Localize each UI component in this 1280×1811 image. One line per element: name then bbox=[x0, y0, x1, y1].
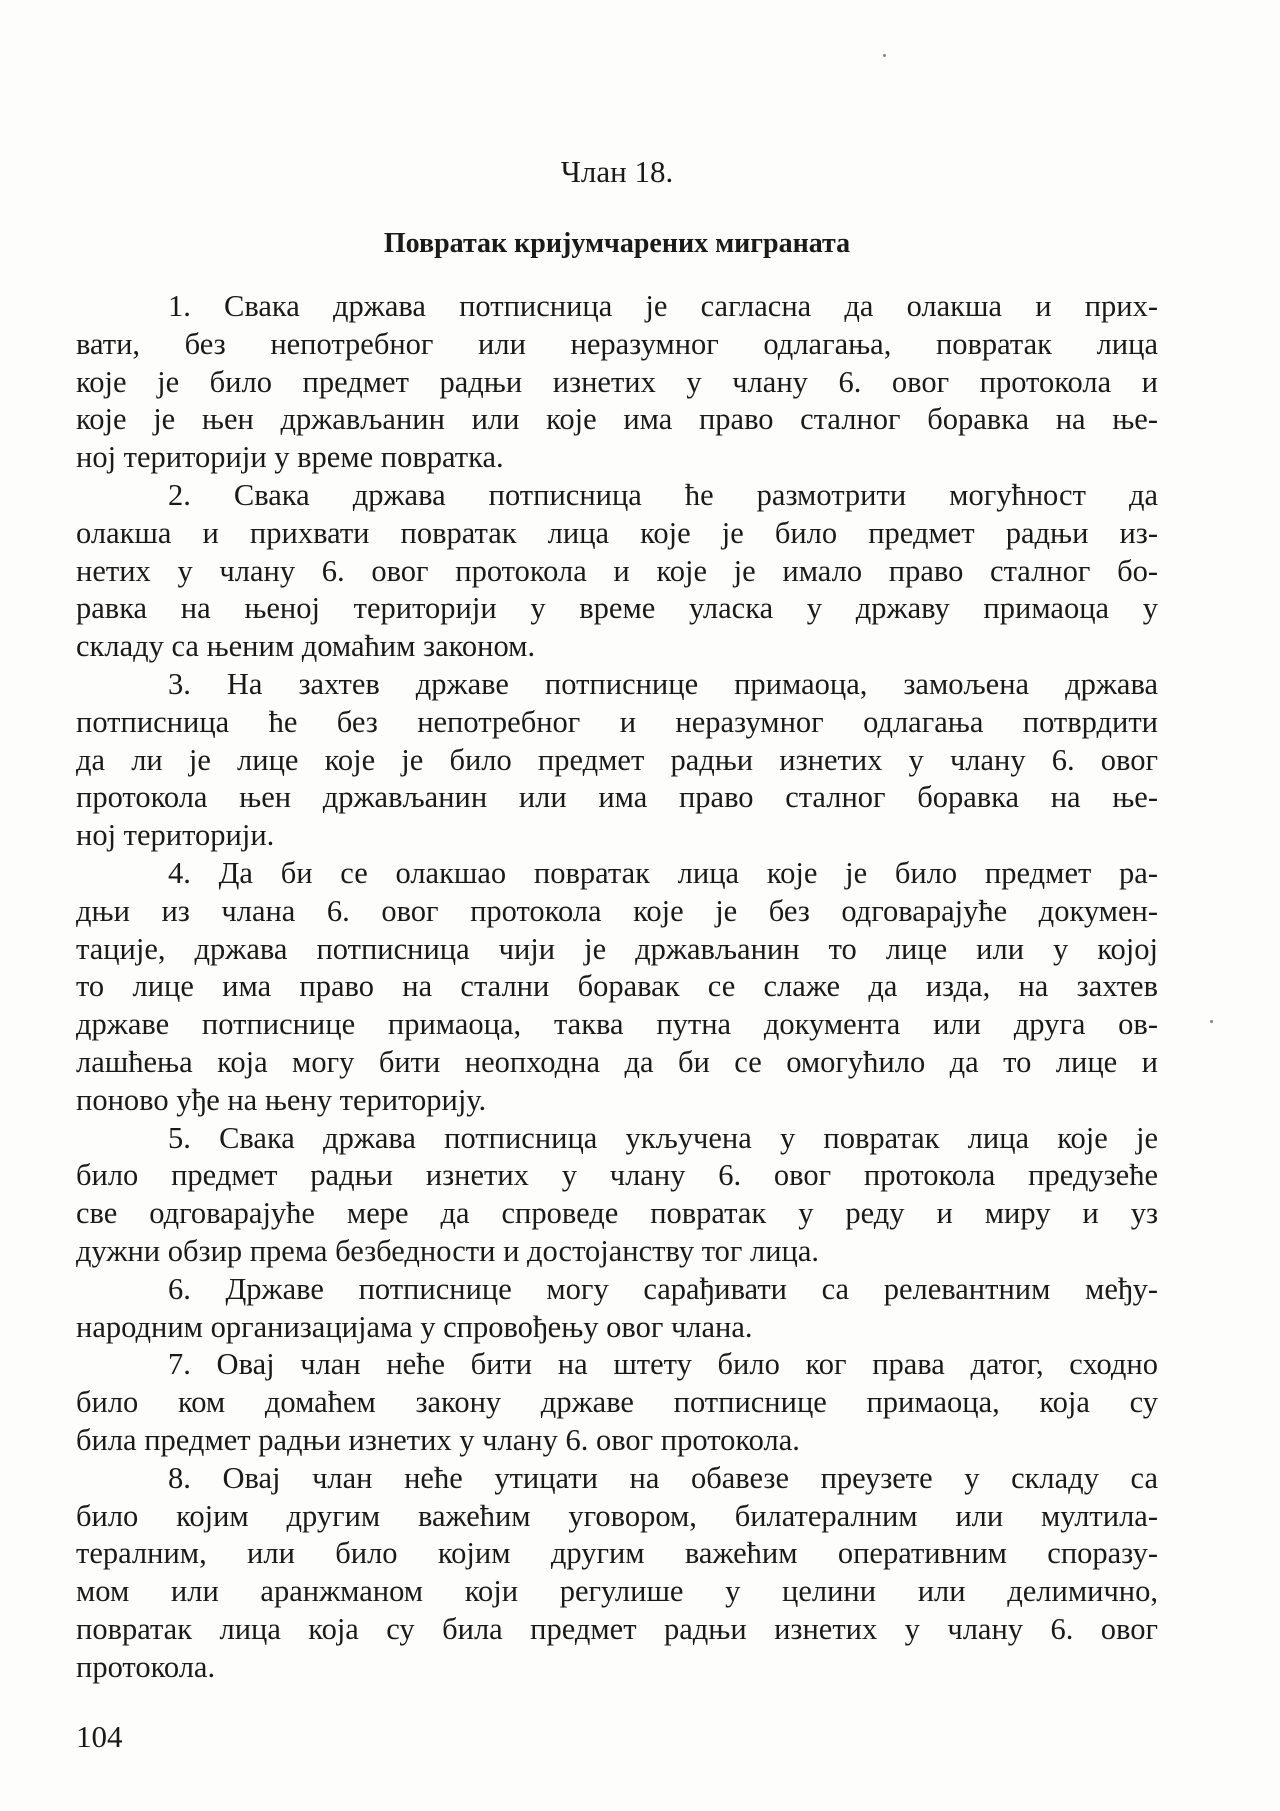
text-line: била предмет радњи изнетих у члану 6. овог протокола. bbox=[76, 1422, 800, 1457]
text-line: 3. На захтев државе потписнице примаоца, замољена држава bbox=[168, 666, 1158, 701]
text-line: протокола. bbox=[76, 1649, 216, 1684]
text-line: народним организацијама у спровођењу овог члана. bbox=[76, 1309, 753, 1344]
paragraph-3 bbox=[76, 666, 1158, 855]
text-line: олакша и прихвати повратак лица које је било предмет радњи из- bbox=[76, 515, 1158, 550]
text-line: дужни обзир према безбедности и достојанству тог лица. bbox=[76, 1233, 820, 1268]
text-line: све одговарајуће мере да спроведе повратак у реду и миру и уз bbox=[76, 1196, 1158, 1231]
text-line: равка на њеној територији у време уласка у државу примаоца у bbox=[76, 591, 1158, 626]
text-line: нетих у члану 6. овог протокола и које је имало право сталног бо- bbox=[76, 553, 1158, 588]
article-body bbox=[76, 288, 1158, 1686]
text-line: потписница ће без непотребног и неразумног одлагања потврдити bbox=[76, 704, 1158, 739]
text-line: 6. Државе потписнице могу сарађивати са релевантним међу- bbox=[168, 1271, 1158, 1306]
text-line: 1. Свака држава потписница је сагласна да олакша и прих- bbox=[168, 289, 1158, 323]
page-number: 104 bbox=[76, 1719, 123, 1754]
article-title: Повратак кријумчарених миграната bbox=[383, 228, 851, 259]
text-line: 8. Овај члан неће утицати на обавезе преузете у складу са bbox=[168, 1460, 1158, 1495]
text-line: поново уђе на њену територију. bbox=[76, 1082, 487, 1117]
paragraph-4 bbox=[76, 855, 1158, 1120]
text-line: 5. Свака држава потписница укључена у повратак лица које је bbox=[168, 1120, 1158, 1155]
text-line: било којим другим важећим уговором, билатералним или мултила- bbox=[76, 1498, 1158, 1533]
article-number: Члан 18. bbox=[560, 154, 674, 189]
text-line: ној територији у време повратка. bbox=[76, 440, 504, 475]
text-line: државе потписнице примаоца, таква путна документа или друга ов- bbox=[76, 1007, 1158, 1042]
paragraph-1 bbox=[76, 288, 1158, 477]
paragraph-5 bbox=[76, 1120, 1158, 1271]
text-line: тералним, или било којим другим важећим оперативним споразу- bbox=[76, 1536, 1158, 1571]
text-line: ној територији. bbox=[76, 818, 275, 853]
text-line: тације, држава потписница чији је држављанин то лице или у којој bbox=[76, 931, 1158, 966]
text-line: које је било предмет радњи изнетих у члану 6. овог протокола и bbox=[76, 364, 1158, 399]
text-line: мом или аранжманом који регулише у целини или делимично, bbox=[76, 1574, 1158, 1609]
text-line: складу са њеним домаћим законом. bbox=[76, 629, 536, 664]
text-line: било предмет радњи изнетих у члану 6. овог протокола предузеће bbox=[76, 1158, 1158, 1193]
text-line: које је њен држављанин или које има право сталног боравка на ње- bbox=[76, 402, 1158, 437]
paragraph-2 bbox=[76, 477, 1158, 666]
text-line: вати, без непотребног или неразумног одлагања, повратак лица bbox=[76, 326, 1158, 361]
text-line: то лице има право на стални боравак се слаже да изда, на захтев bbox=[76, 969, 1158, 1004]
text-line: 7. Овај члан неће бити на штету било ког права датог, сходно bbox=[168, 1347, 1158, 1382]
text-line: лашћења која могу бити неопходна да би се омогућило да то лице и bbox=[76, 1044, 1158, 1079]
text-line: да ли је лице које је било предмет радњи изнетих у члану 6. овог bbox=[76, 742, 1158, 777]
text-line: дњи из члана 6. овог протокола које је без одговарајуће докумен- bbox=[76, 893, 1158, 928]
text-line: 2. Свака држава потписница ће размотрити могућност да bbox=[168, 477, 1158, 512]
scan-speck bbox=[1210, 1020, 1213, 1023]
paragraph-7 bbox=[76, 1346, 1158, 1459]
paragraph-8 bbox=[76, 1460, 1158, 1687]
text-line: протокола њен држављанин или има право сталног боравка на ње- bbox=[76, 780, 1158, 815]
text-line: било ком домаћем закону државе потписнице примаоца, која су bbox=[76, 1385, 1158, 1420]
paragraph-6 bbox=[76, 1271, 1158, 1347]
text-line: 4. Да би се олакшао повратак лица које је било предмет ра- bbox=[168, 855, 1158, 890]
scan-speck bbox=[883, 54, 886, 57]
text-line: повратак лица која су била предмет радњи изнетих у члану 6. овог bbox=[76, 1611, 1158, 1646]
